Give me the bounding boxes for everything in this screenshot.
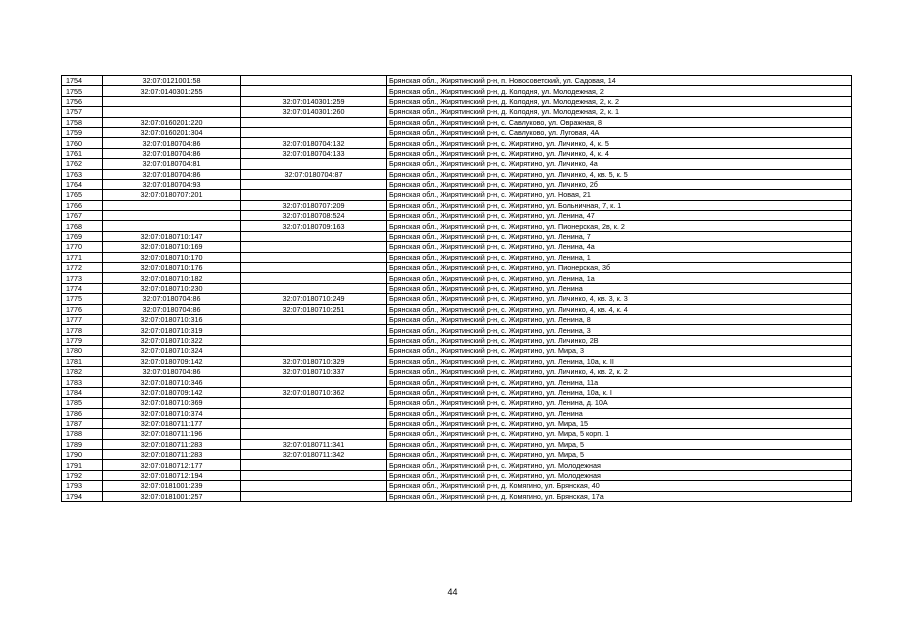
address-cell: Брянская обл., Жирятинский р-н, п. Новосоветский, ул. Садовая, 14 (387, 76, 852, 86)
address-cell: Брянская обл., Жирятинский р-н, с. Жирятино, ул. Мира, 5 (387, 450, 852, 460)
row-number-cell: 1772 (62, 263, 103, 273)
sub-cadastral-number-cell (241, 242, 387, 252)
address-cell: Брянская обл., Жирятинский р-н, с. Жирятино, ул. Ленина (387, 408, 852, 418)
table-row (62, 273, 852, 283)
address-cell: Брянская обл., Жирятинский р-н, с. Жирятино, ул. Ленина, 4а (387, 242, 852, 252)
row-number-cell: 1790 (62, 450, 103, 460)
address-cell: Брянская обл., Жирятинский р-н, с. Жирятино, ул. Личинко, 4, кв. 5, к. 5 (387, 169, 852, 179)
cadastral-number-cell: 32:07:0180710:182 (103, 273, 241, 283)
row-number-cell: 1782 (62, 366, 103, 376)
row-number-cell: 1756 (62, 96, 103, 106)
table-row (62, 450, 852, 460)
address-cell: Брянская обл., Жирятинский р-н, с. Жирятино, ул. Молодежная (387, 470, 852, 480)
table-row (62, 117, 852, 127)
row-number-cell: 1779 (62, 335, 103, 345)
table-row (62, 460, 852, 470)
cadastral-number-cell: 32:07:0121001:58 (103, 76, 241, 86)
row-number-cell: 1761 (62, 148, 103, 158)
table-row (62, 169, 852, 179)
address-cell: Брянская обл., Жирятинский р-н, с. Жирятино, ул. Ленина, 11а (387, 377, 852, 387)
row-number-cell: 1776 (62, 304, 103, 314)
sub-cadastral-number-cell: 32:07:0140301:260 (241, 107, 387, 117)
row-number-cell: 1793 (62, 481, 103, 491)
row-number-cell: 1755 (62, 86, 103, 96)
cadastral-number-cell: 32:07:0180704:86 (103, 148, 241, 158)
address-cell: Брянская обл., Жирятинский р-н, с. Жирятино, ул. Мира, 3 (387, 346, 852, 356)
address-cell: Брянская обл., Жирятинский р-н, с. Жирятино, ул. Ленина (387, 283, 852, 293)
address-cell: Брянская обл., Жирятинский р-н, д. Комягино, ул. Брянская, 17а (387, 491, 852, 501)
row-number-cell: 1767 (62, 211, 103, 221)
address-cell: Брянская обл., Жирятинский р-н, с. Жирятино, ул. Ленина, 1 (387, 252, 852, 262)
sub-cadastral-number-cell (241, 159, 387, 169)
cadastral-number-cell: 32:07:0180704:86 (103, 138, 241, 148)
table-row (62, 335, 852, 345)
address-cell: Брянская обл., Жирятинский р-н, с. Жирятино, ул. Личинко, 2б (387, 179, 852, 189)
address-cell: Брянская обл., Жирятинский р-н, с. Жирятино, ул. Новая, 21 (387, 190, 852, 200)
row-number-cell: 1771 (62, 252, 103, 262)
row-number-cell: 1785 (62, 398, 103, 408)
cadastral-number-cell: 32:07:0180711:177 (103, 418, 241, 428)
address-cell: Брянская обл., Жирятинский р-н, д. Колодня, ул. Молодежная, 2, к. 1 (387, 107, 852, 117)
sub-cadastral-number-cell (241, 127, 387, 137)
table-row (62, 159, 852, 169)
sub-cadastral-number-cell (241, 263, 387, 273)
address-cell: Брянская обл., Жирятинский р-н, с. Жирятино, ул. Ленина, 10а, к. II (387, 356, 852, 366)
cadastral-number-cell: 32:07:0180712:177 (103, 460, 241, 470)
sub-cadastral-number-cell (241, 491, 387, 501)
cadastral-number-cell: 32:07:0180710:147 (103, 231, 241, 241)
sub-cadastral-number-cell: 32:07:0180704:133 (241, 148, 387, 158)
cadastral-number-cell: 32:07:0160201:304 (103, 127, 241, 137)
row-number-cell: 1759 (62, 127, 103, 137)
sub-cadastral-number-cell (241, 117, 387, 127)
sub-cadastral-number-cell: 32:07:0180704:87 (241, 169, 387, 179)
address-cell: Брянская обл., Жирятинский р-н, с. Жирятино, ул. Личинко, 4, кв. 3, к. 3 (387, 294, 852, 304)
sub-cadastral-number-cell: 32:07:0180711:341 (241, 439, 387, 449)
row-number-cell: 1757 (62, 107, 103, 117)
row-number-cell: 1768 (62, 221, 103, 231)
sub-cadastral-number-cell (241, 481, 387, 491)
row-number-cell: 1783 (62, 377, 103, 387)
cadastral-number-cell: 32:07:0180710:170 (103, 252, 241, 262)
cadastral-number-cell: 32:07:0180710:324 (103, 346, 241, 356)
sub-cadastral-number-cell (241, 76, 387, 86)
cadastral-number-cell: 32:07:0180707:201 (103, 190, 241, 200)
table-row (62, 76, 852, 86)
address-cell: Брянская обл., Жирятинский р-н, с. Жирятино, ул. Пионерская, 2в, к. 2 (387, 221, 852, 231)
table-row (62, 346, 852, 356)
address-cell: Брянская обл., Жирятинский р-н, д. Колодня, ул. Молодежная, 2 (387, 86, 852, 96)
row-number-cell: 1754 (62, 76, 103, 86)
cadastral-number-cell: 32:07:0180710:176 (103, 263, 241, 273)
cadastral-number-cell: 32:07:0180704:81 (103, 159, 241, 169)
row-number-cell: 1769 (62, 231, 103, 241)
sub-cadastral-number-cell (241, 377, 387, 387)
table-body (62, 76, 852, 502)
cadastral-number-cell: 32:07:0180704:86 (103, 169, 241, 179)
table-row (62, 439, 852, 449)
row-number-cell: 1770 (62, 242, 103, 252)
cadastral-number-cell: 32:07:0180710:316 (103, 314, 241, 324)
address-cell: Брянская обл., Жирятинский р-н, д. Комягино, ул. Брянская, 40 (387, 481, 852, 491)
row-number-cell: 1775 (62, 294, 103, 304)
row-number-cell: 1792 (62, 470, 103, 480)
row-number-cell: 1766 (62, 200, 103, 210)
row-number-cell: 1788 (62, 429, 103, 439)
sub-cadastral-number-cell (241, 231, 387, 241)
row-number-cell: 1773 (62, 273, 103, 283)
address-cell: Брянская обл., Жирятинский р-н, с. Жирятино, ул. Ленина, 1а (387, 273, 852, 283)
table-row (62, 127, 852, 137)
sub-cadastral-number-cell: 32:07:0180710:329 (241, 356, 387, 366)
sub-cadastral-number-cell: 32:07:0180704:132 (241, 138, 387, 148)
table-row (62, 377, 852, 387)
cadastral-number-cell: 32:07:0180704:86 (103, 304, 241, 314)
address-cell: Брянская обл., Жирятинский р-н, с. Жирятино, ул. Личинко, 4, кв. 4, к. 4 (387, 304, 852, 314)
address-cell: Брянская обл., Жирятинский р-н, с. Жирятино, ул. Больничная, 7, к. 1 (387, 200, 852, 210)
address-cell: Брянская обл., Жирятинский р-н, с. Жирятино, ул. Личинко, 4, кв. 2, к. 2 (387, 366, 852, 376)
sub-cadastral-number-cell (241, 460, 387, 470)
address-cell: Брянская обл., Жирятинский р-н, с. Жирятино, ул. Ленина, 47 (387, 211, 852, 221)
table-row (62, 470, 852, 480)
row-number-cell: 1787 (62, 418, 103, 428)
address-cell: Брянская обл., Жирятинский р-н, с. Савлуково, ул. Овражная, 8 (387, 117, 852, 127)
sub-cadastral-number-cell (241, 335, 387, 345)
sub-cadastral-number-cell (241, 252, 387, 262)
cadastral-number-cell (103, 211, 241, 221)
sub-cadastral-number-cell: 32:07:0180709:163 (241, 221, 387, 231)
cadastral-number-cell (103, 107, 241, 117)
row-number-cell: 1781 (62, 356, 103, 366)
cadastral-number-cell: 32:07:0180710:346 (103, 377, 241, 387)
table-row (62, 138, 852, 148)
sub-cadastral-number-cell: 32:07:0180710:249 (241, 294, 387, 304)
address-cell: Брянская обл., Жирятинский р-н, с. Савлуково, ул. Луговая, 4А (387, 127, 852, 137)
cadastral-number-cell: 32:07:0181001:257 (103, 491, 241, 501)
cadastral-number-cell: 32:07:0180712:194 (103, 470, 241, 480)
cadastral-number-cell: 32:07:0180710:319 (103, 325, 241, 335)
address-cell: Брянская обл., Жирятинский р-н, с. Жирятино, ул. Ленина, 3 (387, 325, 852, 335)
sub-cadastral-number-cell: 32:07:0180707:209 (241, 200, 387, 210)
table-row (62, 429, 852, 439)
table-row (62, 211, 852, 221)
table-row (62, 242, 852, 252)
table-row (62, 252, 852, 262)
table-row (62, 107, 852, 117)
sub-cadastral-number-cell: 32:07:0180710:251 (241, 304, 387, 314)
sub-cadastral-number-cell (241, 429, 387, 439)
row-number-cell: 1765 (62, 190, 103, 200)
row-number-cell: 1780 (62, 346, 103, 356)
row-number-cell: 1774 (62, 283, 103, 293)
row-number-cell: 1760 (62, 138, 103, 148)
cadastral-number-cell: 32:07:0180711:283 (103, 450, 241, 460)
sub-cadastral-number-cell (241, 398, 387, 408)
address-cell: Брянская обл., Жирятинский р-н, с. Жирятино, ул. Личинко, 4, к. 5 (387, 138, 852, 148)
address-cell: Брянская обл., Жирятинский р-н, с. Жирятино, ул. Пионерская, 3б (387, 263, 852, 273)
sub-cadastral-number-cell (241, 273, 387, 283)
cadastral-number-cell: 32:07:0180709:142 (103, 387, 241, 397)
table-row (62, 481, 852, 491)
sub-cadastral-number-cell: 32:07:0140301:259 (241, 96, 387, 106)
table-row (62, 221, 852, 231)
cadastral-number-cell: 32:07:0140301:255 (103, 86, 241, 96)
table-row (62, 325, 852, 335)
address-cell: Брянская обл., Жирятинский р-н, с. Жирятино, ул. Мира, 15 (387, 418, 852, 428)
cadastral-number-cell: 32:07:0180710:169 (103, 242, 241, 252)
table-row (62, 96, 852, 106)
page-number: 44 (447, 587, 458, 597)
table-row (62, 314, 852, 324)
table-row (62, 398, 852, 408)
cadastral-number-cell (103, 96, 241, 106)
cadastral-number-cell: 32:07:0180704:86 (103, 294, 241, 304)
row-number-cell: 1762 (62, 159, 103, 169)
table-row (62, 283, 852, 293)
table-row (62, 387, 852, 397)
address-cell: Брянская обл., Жирятинский р-н, с. Жирятино, ул. Ленина, 7 (387, 231, 852, 241)
table-row (62, 231, 852, 241)
sub-cadastral-number-cell (241, 179, 387, 189)
cadastral-number-cell: 32:07:0180704:86 (103, 366, 241, 376)
row-number-cell: 1784 (62, 387, 103, 397)
address-cell: Брянская обл., Жирятинский р-н, с. Жирятино, ул. Личинко, 4а (387, 159, 852, 169)
table-row (62, 179, 852, 189)
sub-cadastral-number-cell (241, 190, 387, 200)
table-row (62, 294, 852, 304)
cadastral-number-cell: 32:07:0180710:374 (103, 408, 241, 418)
cadastral-number-cell: 32:07:0180709:142 (103, 356, 241, 366)
table-row (62, 366, 852, 376)
table-row (62, 190, 852, 200)
cadastral-number-cell (103, 200, 241, 210)
sub-cadastral-number-cell: 32:07:0180708:524 (241, 211, 387, 221)
table-row (62, 491, 852, 501)
address-cell: Брянская обл., Жирятинский р-н, с. Жирятино, ул. Мира, 5 (387, 439, 852, 449)
sub-cadastral-number-cell: 32:07:0180711:342 (241, 450, 387, 460)
row-number-cell: 1764 (62, 179, 103, 189)
table-row (62, 408, 852, 418)
cadastral-number-cell: 32:07:0180710:322 (103, 335, 241, 345)
table-row (62, 304, 852, 314)
cadastral-number-cell: 32:07:0180704:93 (103, 179, 241, 189)
sub-cadastral-number-cell (241, 325, 387, 335)
row-number-cell: 1794 (62, 491, 103, 501)
address-cell: Брянская обл., Жирятинский р-н, с. Жирятино, ул. Молодежная (387, 460, 852, 470)
row-number-cell: 1777 (62, 314, 103, 324)
row-number-cell: 1786 (62, 408, 103, 418)
address-cell: Брянская обл., Жирятинский р-н, д. Колодня, ул. Молодежная, 2, к. 2 (387, 96, 852, 106)
table-row (62, 263, 852, 273)
cadastral-number-cell: 32:07:0180710:369 (103, 398, 241, 408)
cadastral-number-cell: 32:07:0181001:239 (103, 481, 241, 491)
sub-cadastral-number-cell: 32:07:0180710:362 (241, 387, 387, 397)
sub-cadastral-number-cell (241, 408, 387, 418)
address-cell: Брянская обл., Жирятинский р-н, с. Жирятино, ул. Ленина, 10а, к. I (387, 387, 852, 397)
sub-cadastral-number-cell: 32:07:0180710:337 (241, 366, 387, 376)
cadastral-number-cell: 32:07:0180710:230 (103, 283, 241, 293)
address-cell: Брянская обл., Жирятинский р-н, с. Жирятино, ул. Ленина, д. 10А (387, 398, 852, 408)
sub-cadastral-number-cell (241, 86, 387, 96)
table-row (62, 86, 852, 96)
cadastral-number-cell: 32:07:0160201:220 (103, 117, 241, 127)
row-number-cell: 1778 (62, 325, 103, 335)
row-number-cell: 1758 (62, 117, 103, 127)
address-cell: Брянская обл., Жирятинский р-н, с. Жирятино, ул. Ленина, 8 (387, 314, 852, 324)
sub-cadastral-number-cell (241, 283, 387, 293)
cadastral-number-cell (103, 221, 241, 231)
cadastral-number-cell: 32:07:0180711:196 (103, 429, 241, 439)
address-cell: Брянская обл., Жирятинский р-н, с. Жирятино, ул. Личинко, 2В (387, 335, 852, 345)
sub-cadastral-number-cell (241, 314, 387, 324)
sub-cadastral-number-cell (241, 346, 387, 356)
table-row (62, 200, 852, 210)
property-table (61, 75, 852, 502)
row-number-cell: 1791 (62, 460, 103, 470)
sub-cadastral-number-cell (241, 418, 387, 428)
sub-cadastral-number-cell (241, 470, 387, 480)
address-cell: Брянская обл., Жирятинский р-н, с. Жирятино, ул. Мира, 5 корп. 1 (387, 429, 852, 439)
table-row (62, 418, 852, 428)
table-row (62, 356, 852, 366)
cadastral-number-cell: 32:07:0180711:283 (103, 439, 241, 449)
row-number-cell: 1763 (62, 169, 103, 179)
table-row (62, 148, 852, 158)
row-number-cell: 1789 (62, 439, 103, 449)
address-cell: Брянская обл., Жирятинский р-н, с. Жирятино, ул. Личинко, 4, к. 4 (387, 148, 852, 158)
